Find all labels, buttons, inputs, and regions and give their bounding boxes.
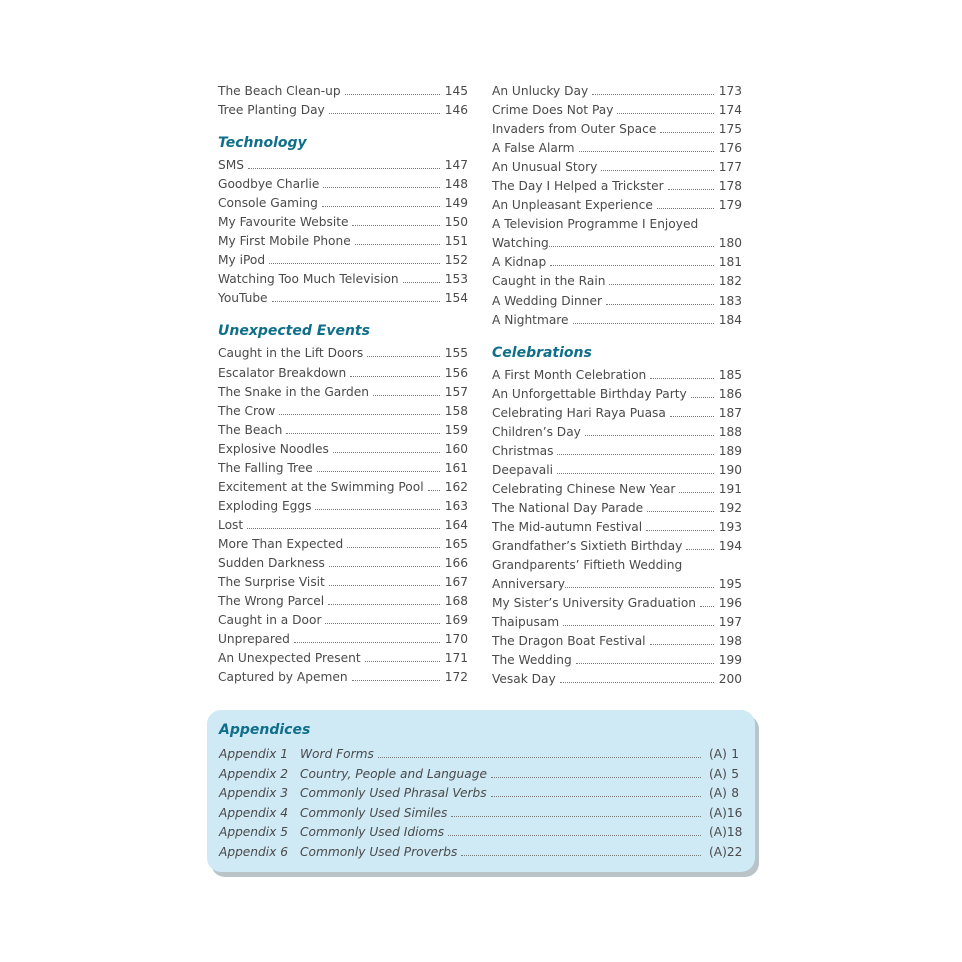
toc-entry (492, 518, 742, 537)
toc-entry (218, 630, 468, 649)
toc-entry (492, 292, 742, 311)
appendix-title: Commonly Used Idioms (300, 825, 445, 840)
toc-entry (492, 139, 742, 158)
dot-leader (248, 168, 440, 169)
appendix-page (709, 804, 743, 824)
dot-leader (323, 187, 439, 188)
appendix-page (709, 823, 743, 843)
appendix-code: Appendix 3 (219, 786, 288, 801)
dot-leader (352, 680, 440, 681)
entry-title: A Kidnap (492, 255, 547, 270)
dot-leader (315, 509, 439, 510)
appendix-code: Appendix 4 (219, 805, 288, 820)
page-number: 157 (444, 384, 468, 399)
dot-leader (355, 244, 440, 245)
dot-leader (347, 547, 440, 548)
toc-entry (492, 499, 742, 518)
dot-leader (247, 528, 440, 529)
entry-title: Console Gaming (218, 196, 318, 211)
toc-entry (218, 440, 468, 459)
entry-title: More Than Expected (218, 536, 344, 551)
page-number: 180 (718, 236, 742, 251)
toc-entry (218, 649, 468, 668)
dot-leader (550, 265, 713, 266)
page-number: 188 (718, 424, 742, 439)
dot-leader (646, 530, 714, 531)
entry-list (492, 594, 742, 689)
appendix-page-prefix: (A) (709, 805, 727, 820)
toc-entry (218, 516, 468, 535)
entry-title: An Unforgettable Birthday Party (492, 386, 687, 401)
appendix-title: Commonly Used Similes (300, 805, 448, 820)
entry-title: Caught in the Rain (492, 274, 606, 289)
toc-entry-wrapped (492, 556, 742, 594)
entry-title: The Falling Tree (218, 460, 313, 475)
appendix-code: Appendix 1 (219, 747, 288, 761)
toc-entry (492, 461, 742, 480)
appendices-box (207, 710, 755, 872)
page-number: 160 (444, 441, 468, 456)
dot-leader (329, 566, 440, 567)
page-number: 187 (718, 405, 742, 420)
dot-leader (269, 263, 440, 264)
entry-title: An Unlucky Day (492, 84, 589, 98)
toc-entry (218, 573, 468, 592)
dot-leader (557, 454, 713, 455)
entry-title: My iPod (218, 253, 266, 268)
entry-title: Christmas (492, 443, 554, 458)
dot-leader (549, 246, 714, 247)
page-number: 152 (444, 253, 468, 268)
entry-title: Lost (218, 517, 244, 532)
entry-title: A Wedding Dinner (492, 293, 602, 308)
page-number: 159 (444, 422, 468, 437)
entry-title: The Day I Helped a Trickster (492, 179, 664, 194)
page-number: 200 (718, 672, 742, 687)
dot-leader (333, 452, 440, 453)
dot-leader (592, 94, 714, 95)
appendix-page (709, 745, 739, 765)
toc-entry (218, 175, 468, 194)
page-number: 145 (444, 84, 468, 98)
appendix-page-number: 22 (726, 844, 743, 859)
toc-entry (492, 82, 742, 101)
toc-entry (492, 101, 742, 120)
toc-entry (218, 554, 468, 573)
dot-leader (428, 490, 440, 491)
toc-entry (492, 177, 742, 196)
appendix-title: Commonly Used Phrasal Verbs (300, 786, 487, 801)
page-number: 191 (718, 481, 742, 496)
entry-title: YouTube (218, 291, 268, 306)
dot-leader (557, 473, 714, 474)
entry-title: Caught in the Lift Doors (218, 346, 364, 361)
toc-entry (218, 101, 468, 120)
appendix-title: Word Forms (300, 747, 374, 761)
entry-title: My First Mobile Phone (218, 234, 351, 249)
toc-entry (492, 423, 742, 442)
appendix-page-prefix: (A) (709, 844, 727, 859)
toc-entry (492, 442, 742, 461)
toc-entry (218, 668, 468, 687)
page-number: 175 (718, 122, 742, 137)
toc-entry (218, 421, 468, 440)
entry-title: Celebrating Hari Raya Puasa (492, 405, 666, 420)
page-number: 184 (718, 312, 742, 327)
toc-entry (218, 364, 468, 383)
appendix-page-prefix: (A) (709, 766, 727, 781)
page-number: 171 (444, 651, 468, 666)
entry-title: Sudden Darkness (218, 555, 325, 570)
entry-list (492, 82, 742, 215)
dot-leader (448, 835, 701, 836)
page-number: 197 (718, 615, 742, 630)
page-number: 183 (718, 293, 742, 308)
appendix-page (709, 784, 739, 804)
appendix-page-prefix: (A) (709, 747, 727, 761)
entry-title: Escalator Breakdown (218, 365, 347, 380)
toc-entry (492, 480, 742, 499)
appendix-page-number: 16 (726, 805, 743, 820)
entry-title: An Unusual Story (492, 160, 598, 175)
page-number: 163 (444, 498, 468, 513)
appendix-row (219, 804, 743, 824)
toc-entry (218, 251, 468, 270)
entry-title: Explosive Noodles (218, 441, 329, 456)
page-number: 150 (444, 215, 468, 230)
dot-leader (378, 757, 701, 758)
entry-title: The Surprise Visit (218, 575, 325, 590)
entry-list (218, 82, 468, 120)
page-number: 162 (444, 479, 468, 494)
entry-title: Crime Does Not Pay (492, 103, 614, 118)
toc-entry (492, 311, 742, 330)
dot-leader (317, 471, 440, 472)
toc-entry (492, 272, 742, 291)
entry-title: The Wrong Parcel (218, 594, 325, 609)
dot-leader (679, 492, 713, 493)
dot-leader (403, 282, 440, 283)
appendix-row (219, 765, 739, 785)
toc-entry (492, 196, 742, 215)
entry-title-line1: Grandparents’ Fiftieth Wedding (492, 558, 683, 573)
toc-entry (218, 592, 468, 611)
page-number: 189 (718, 443, 742, 458)
dot-leader (286, 433, 439, 434)
dot-leader (345, 94, 440, 95)
toc-entry (492, 158, 742, 177)
dot-leader (272, 301, 440, 302)
page-number: 196 (718, 596, 742, 611)
right-column (492, 82, 742, 689)
dot-leader (563, 625, 714, 626)
appendix-row (219, 823, 743, 843)
page-number: 153 (444, 272, 468, 287)
toc-entry (218, 213, 468, 232)
toc-entry (218, 535, 468, 554)
page-number: 195 (718, 577, 742, 592)
toc-entry (218, 82, 468, 101)
section-heading-celebrations: Celebrations (492, 344, 592, 361)
entry-title: Thaipusam (492, 615, 560, 630)
toc-entry (492, 613, 742, 632)
appendix-row (219, 784, 739, 804)
entry-title: Exploding Eggs (218, 498, 312, 513)
dot-leader (657, 208, 714, 209)
page-number: 168 (444, 594, 468, 609)
entry-title: SMS (218, 158, 244, 173)
entry-title: Grandfather’s Sixtieth Birthday (492, 539, 683, 554)
dot-leader (294, 642, 440, 643)
page-number: 149 (444, 196, 468, 211)
entry-title: The Dragon Boat Festival (492, 634, 646, 649)
toc-entry (492, 253, 742, 272)
dot-leader (373, 395, 440, 396)
entry-title: Captured by Apemen (218, 670, 348, 685)
toc-entry (218, 194, 468, 213)
toc-entry (492, 120, 742, 139)
page-number: 170 (444, 632, 468, 647)
entry-title: Deepavali (492, 462, 554, 477)
dot-leader (350, 376, 440, 377)
toc-entry (218, 402, 468, 421)
dot-leader (461, 855, 701, 856)
entry-title: A First Month Celebration (492, 367, 647, 382)
toc-entry (492, 366, 742, 385)
entry-list (492, 253, 742, 329)
appendix-code: Appendix 5 (219, 825, 288, 840)
entry-title-line2: Watching (492, 236, 549, 251)
appendix-page (709, 843, 743, 863)
entry-title: Unprepared (218, 632, 290, 647)
toc-entry (218, 270, 468, 289)
entry-title: The Wedding (492, 653, 572, 668)
toc-entry (492, 594, 742, 613)
page-number: 194 (718, 539, 742, 554)
page-number: 169 (444, 613, 468, 628)
entry-title: The Crow (218, 403, 276, 418)
appendix-page-prefix: (A) (709, 825, 727, 840)
page-number: 181 (718, 255, 742, 270)
section-heading-unexpected-events: Unexpected Events (218, 323, 370, 340)
page-number: 155 (444, 346, 468, 361)
page-number: 147 (444, 158, 468, 173)
page-number: 179 (718, 198, 742, 213)
toc-entry (218, 289, 468, 308)
toc-entry (492, 404, 742, 423)
dot-leader (576, 663, 714, 664)
toc-entry (218, 459, 468, 478)
toc-entry (492, 651, 742, 670)
page-number: 174 (718, 103, 742, 118)
dot-leader (491, 796, 701, 797)
dot-leader (660, 132, 713, 133)
toc-entry (218, 497, 468, 516)
dot-leader (601, 170, 713, 171)
toc-entry (218, 611, 468, 630)
toc-entry (218, 232, 468, 251)
appendix-page-number: 18 (726, 825, 743, 840)
entry-title: Caught in a Door (218, 613, 322, 628)
entry-title: The Beach Clean-up (218, 84, 341, 98)
page-number: 166 (444, 555, 468, 570)
page-number: 156 (444, 365, 468, 380)
dot-leader (329, 113, 440, 114)
page-number: 146 (444, 103, 468, 118)
dot-leader (686, 549, 713, 550)
page-number: 178 (718, 179, 742, 194)
page-number: 176 (718, 141, 742, 156)
dot-leader (573, 323, 714, 324)
toc-entry (492, 632, 742, 651)
dot-leader (322, 206, 440, 207)
entry-title: My Sister’s University Graduation (492, 596, 697, 611)
appendix-code: Appendix 6 (219, 844, 288, 859)
dot-leader (650, 378, 713, 379)
entry-title: Goodbye Charlie (218, 177, 320, 192)
dot-leader (579, 151, 714, 152)
left-column (218, 82, 468, 687)
toc-entry-wrapped (492, 215, 742, 253)
dot-leader (365, 661, 440, 662)
appendix-page-number: 5 (731, 766, 739, 781)
entry-title: Watching Too Much Television (218, 272, 399, 287)
entry-title: An Unexpected Present (218, 651, 361, 666)
appendix-title: Commonly Used Proverbs (300, 844, 458, 859)
page-number: 192 (718, 500, 742, 515)
dot-leader (700, 606, 714, 607)
entry-list (218, 344, 468, 687)
entry-title: The Snake in the Garden (218, 384, 369, 399)
entry-title-line1: A Television Programme I Enjoyed (492, 217, 699, 232)
dot-leader (650, 644, 714, 645)
dot-leader (279, 414, 440, 415)
page-number: 182 (718, 274, 742, 289)
page-number: 167 (444, 575, 468, 590)
dot-leader (451, 816, 701, 817)
dot-leader (367, 356, 439, 357)
page-number: 198 (718, 634, 742, 649)
dot-leader (609, 284, 713, 285)
dot-leader (352, 225, 439, 226)
page-number: 190 (718, 462, 742, 477)
entry-title: Invaders from Outer Space (492, 122, 657, 137)
entry-title: The Beach (218, 422, 283, 437)
dot-leader (585, 435, 714, 436)
toc-entry (492, 385, 742, 404)
entry-title: Children’s Day (492, 424, 581, 439)
entry-title: Celebrating Chinese New Year (492, 481, 676, 496)
entry-title: An Unpleasant Experience (492, 198, 653, 213)
entry-title-line2: Anniversary (492, 577, 565, 592)
page-number: 151 (444, 234, 468, 249)
page-number: 193 (718, 519, 742, 534)
entry-list (492, 366, 742, 556)
toc-entry (492, 537, 742, 556)
appendix-page-prefix: (A) (709, 786, 727, 801)
appendix-title: Country, People and Language (300, 766, 487, 781)
page-number: 154 (444, 291, 468, 306)
page-number: 172 (444, 670, 468, 685)
dot-leader (491, 777, 701, 778)
page-number: 177 (718, 160, 742, 175)
dot-leader (565, 587, 714, 588)
page-number: 173 (718, 84, 742, 98)
dot-leader (691, 397, 714, 398)
toc-entry (218, 344, 468, 363)
page-number: 161 (444, 460, 468, 475)
appendix-page (709, 765, 739, 785)
entry-title: Vesak Day (492, 672, 556, 687)
entry-title: The National Day Parade (492, 500, 644, 515)
toc-entry (492, 670, 742, 689)
toc-entry (218, 156, 468, 175)
dot-leader (325, 623, 439, 624)
toc-entry (218, 478, 468, 497)
entry-title: Excitement at the Swimming Pool (218, 479, 424, 494)
appendices-heading: Appendices (219, 722, 311, 738)
dot-leader (606, 304, 714, 305)
page-number: 164 (444, 517, 468, 532)
toc-entry (218, 383, 468, 402)
appendix-row (219, 745, 739, 765)
entry-list (218, 156, 468, 308)
dot-leader (617, 113, 713, 114)
entry-title: My Favourite Website (218, 215, 349, 230)
dot-leader (328, 604, 440, 605)
dot-leader (647, 511, 714, 512)
dot-leader (668, 189, 714, 190)
entry-title: A False Alarm (492, 141, 575, 156)
page-number: 165 (444, 536, 468, 551)
dot-leader (560, 682, 714, 683)
entry-title: The Mid-autumn Festival (492, 519, 643, 534)
appendix-row (219, 843, 743, 863)
appendix-list (219, 745, 743, 863)
page-number: 199 (718, 653, 742, 668)
appendix-page-number: 8 (731, 786, 739, 801)
page-number: 186 (718, 386, 742, 401)
page-number: 148 (444, 177, 468, 192)
appendix-code: Appendix 2 (219, 766, 288, 781)
entry-title: Tree Planting Day (218, 103, 325, 118)
section-heading-technology: Technology (218, 135, 307, 152)
appendix-page-number: 1 (731, 747, 739, 761)
page-number: 158 (444, 403, 468, 418)
page-number: 185 (718, 367, 742, 382)
entry-title: A Nightmare (492, 312, 569, 327)
dot-leader (329, 585, 440, 586)
dot-leader (670, 416, 714, 417)
